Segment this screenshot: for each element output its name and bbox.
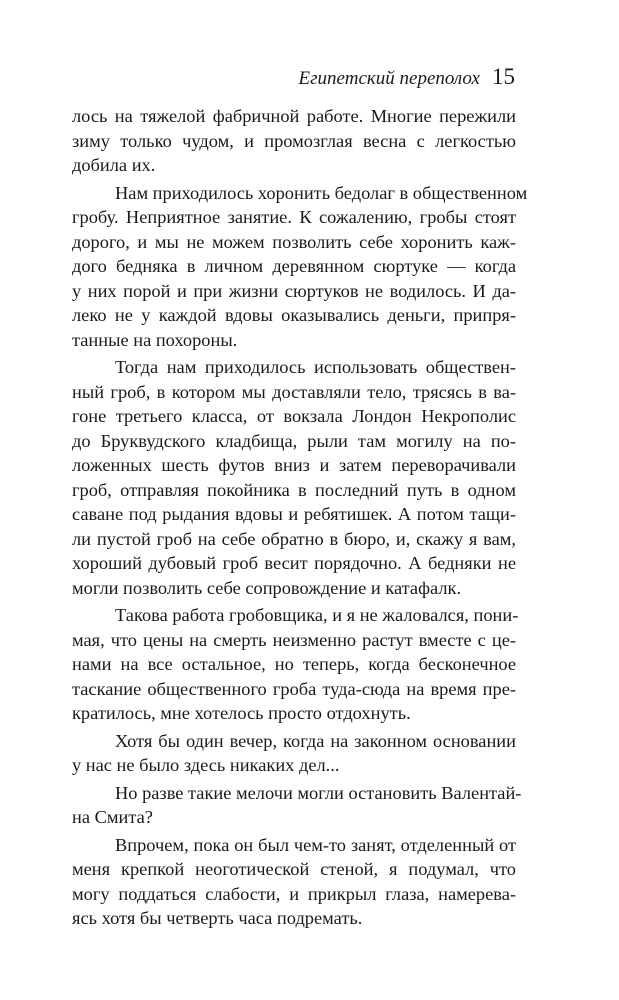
text-line: ложенных шесть футов вниз и затем переворачивали bbox=[72, 455, 516, 475]
page-number: 15 bbox=[492, 64, 515, 89]
paragraph bbox=[72, 355, 516, 600]
text-line: на Смита? bbox=[72, 807, 153, 827]
paragraph bbox=[72, 781, 522, 830]
text-line: могли позволить себе сопровождение и катафалк. bbox=[72, 577, 462, 598]
text-line: зиму только чудом, и промозглая весна с легкостью bbox=[72, 130, 516, 151]
text-line: Впрочем, пока он был чем-то занят, отделенный от bbox=[115, 834, 516, 855]
paragraph bbox=[72, 833, 516, 931]
text-line: ли пустой гроб на себе обратно в бюро, и, скажу я вам, bbox=[72, 528, 516, 549]
text-line: Такова работа гробовщика, и я не жаловался, пони- bbox=[115, 605, 519, 625]
text-line: дорого, и мы не можем позволить себе хоронить каж- bbox=[72, 231, 516, 252]
text-line: Хотя бы один вечер, когда на законном основании bbox=[115, 730, 516, 751]
text-line: лось на тяжелой фабричной работе. Многие пережили bbox=[72, 106, 516, 126]
text-line: до Бруквудского кладбища, рыли там могилу на по- bbox=[72, 430, 516, 451]
text-line: у нас не было здесь никаких дел... bbox=[72, 755, 340, 775]
text-line: ясь хотя бы четверть часа подремать. bbox=[72, 908, 363, 928]
book-title: Египетский переполох bbox=[298, 68, 480, 89]
text-line: хороший дубовый гроб весит порядочно. А бедняки не bbox=[72, 553, 516, 573]
text-line: леко не у каждой вдовы оказывались деньги, припря- bbox=[72, 305, 516, 325]
paragraph bbox=[72, 729, 516, 778]
text-line: ный гроб, в котором мы доставляли тело, трясясь в ва- bbox=[72, 381, 516, 402]
text-line: гробу. Неприятное занятие. К сожалению, гробы стоят bbox=[72, 207, 516, 227]
body-text bbox=[72, 104, 528, 934]
paragraph bbox=[72, 603, 519, 726]
text-line: нами на все остальное, но теперь, когда бесконечное bbox=[72, 654, 516, 674]
paragraph bbox=[72, 104, 516, 178]
text-line: Но разве такие мелочи могли остановить Валентай- bbox=[115, 782, 522, 803]
text-line: у них порой и при жизни сюртуков не водилось. И да- bbox=[72, 280, 516, 301]
paragraph bbox=[72, 181, 528, 353]
text-line: таскание общественного гроба туда-сюда на время пре- bbox=[72, 678, 516, 699]
text-line: Нам приходилось хоронить бедолаг в общественном bbox=[115, 182, 528, 203]
text-line: меня крепкой неоготической стеной, я подумал, что bbox=[72, 859, 516, 879]
text-line: гроб, отправляя покойника в последний путь в одном bbox=[72, 479, 516, 500]
text-line: могу поддаться слабости, и прикрыл глаза, намерева- bbox=[72, 883, 516, 904]
text-line: гоне третьего класса, от вокзала Лондон Некрополис bbox=[72, 406, 516, 426]
text-line: мая, что цены на смерть неизменно растут вместе с це- bbox=[72, 629, 516, 650]
text-line: саване под рыдания вдовы и ребятишек. А потом тащи- bbox=[72, 504, 516, 524]
text-line: танные на похороны. bbox=[72, 329, 238, 350]
text-line: Тогда нам приходилось использовать обществен- bbox=[115, 357, 516, 377]
text-line: добила их. bbox=[72, 155, 156, 175]
text-line: дого бедняка в личном деревянном сюртуке — когда bbox=[72, 256, 516, 276]
running-header bbox=[299, 64, 515, 90]
text-line: кратилось, мне хотелось просто отдохнуть. bbox=[72, 703, 411, 723]
